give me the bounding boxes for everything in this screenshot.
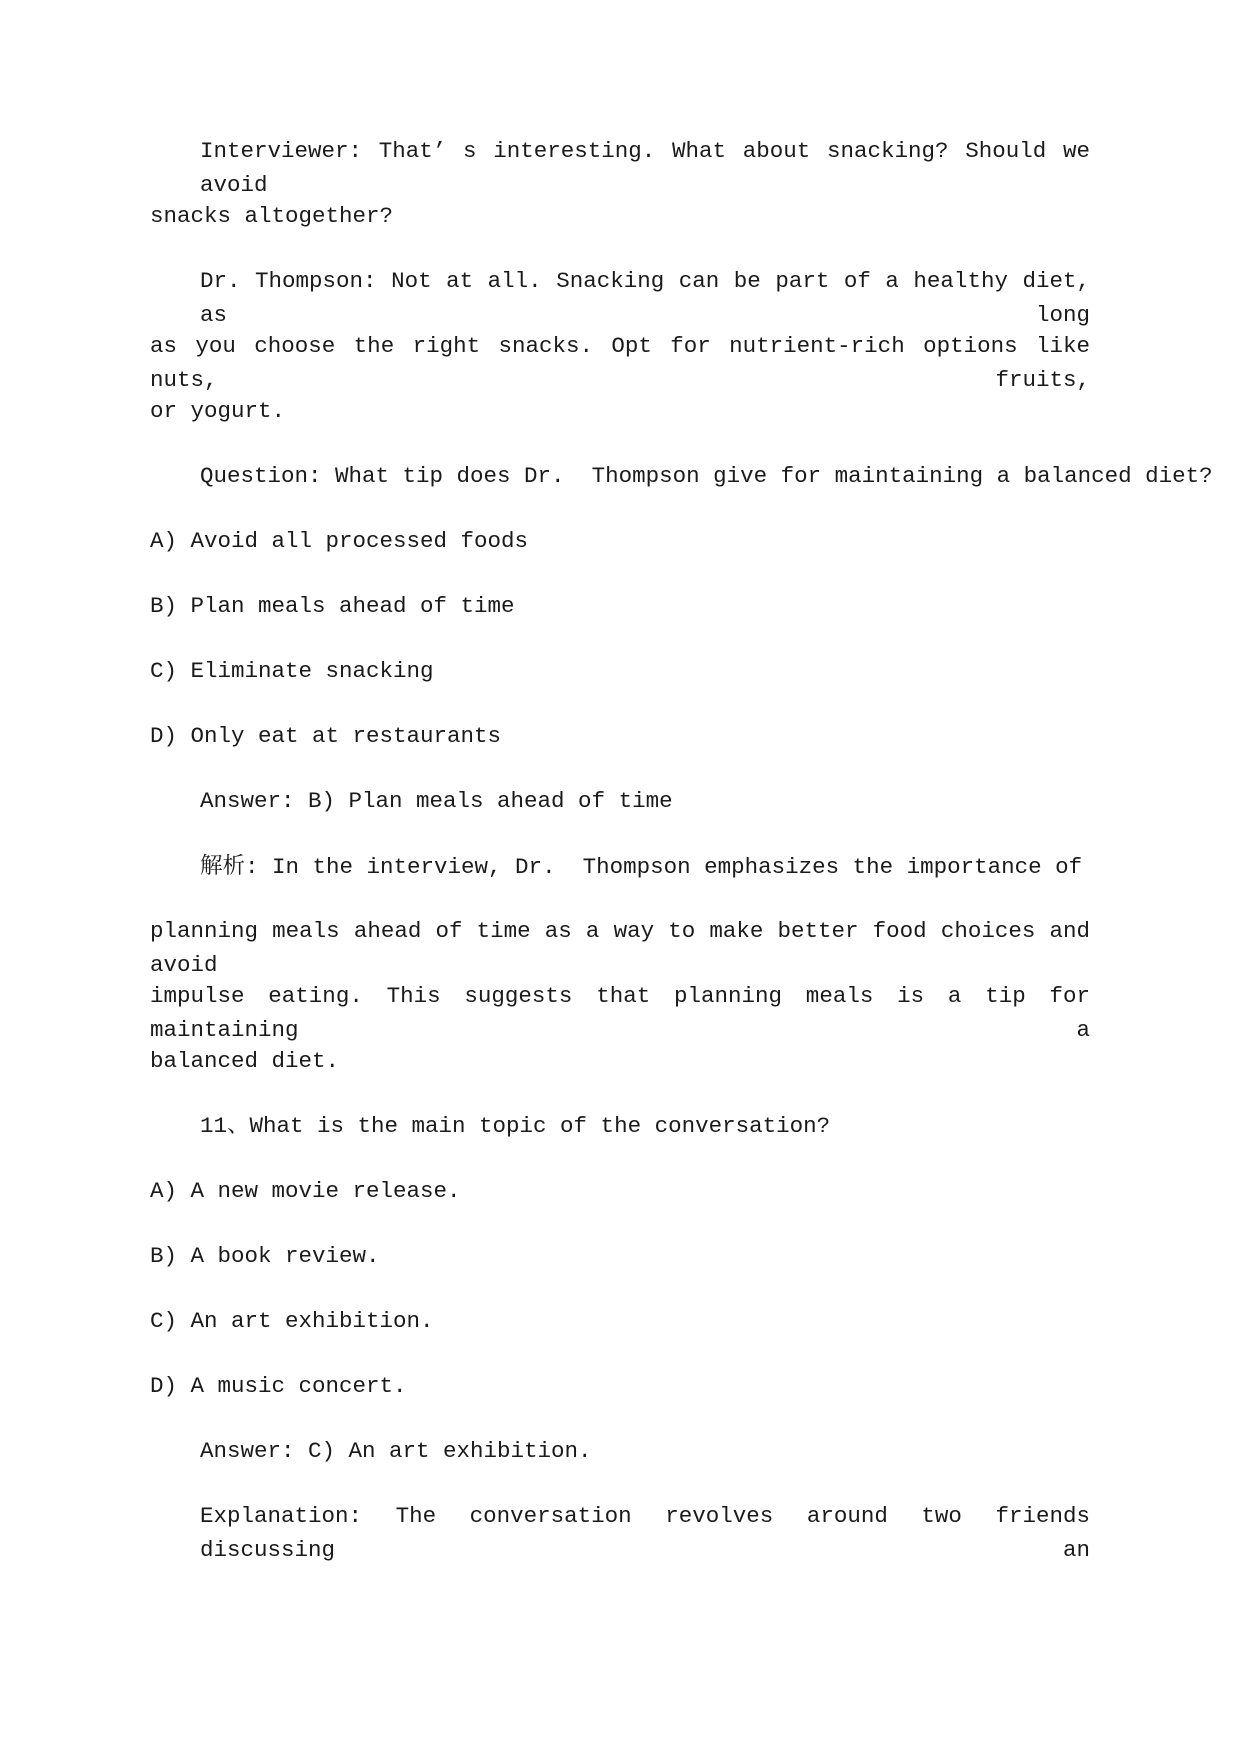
question-10-analysis [150, 849, 1090, 914]
question-10-option-c: C) Eliminate snacking [150, 658, 434, 684]
analysis-line-3: impulse eating. This suggests that planning meals is a tip for maintaining a [150, 983, 1090, 1043]
question-10-answer: Answer: B) Plan meals ahead of time [200, 788, 673, 814]
analysis-line-4: balanced diet. [150, 1048, 340, 1074]
question-11-option-a: A) A new movie release. [150, 1178, 461, 1204]
question-11-answer: Answer: C) An art exhibition. [200, 1438, 592, 1464]
question-11-option-b: B) A book review. [150, 1243, 380, 1269]
question-11-explanation: Explanation: The conversation revolves around two friends discussing an [200, 1503, 1090, 1563]
question-10-option-a: A) Avoid all processed foods [150, 528, 529, 554]
question-11-option-c: C) An art exhibition. [150, 1308, 434, 1334]
question-10-option-b: B) Plan meals ahead of time [150, 593, 515, 619]
analysis-text: : In the interview, Dr. Thompson emphasizes the importance of [245, 854, 1083, 880]
question-10-stem: Question: What tip does Dr. Thompson give for maintaining a balanced diet? [200, 463, 1213, 489]
question-11-stem: 11、What is the main topic of the conversation? [200, 1113, 831, 1139]
analysis-label: 解析 [200, 853, 246, 879]
question-11-option-d: D) A music concert. [150, 1373, 407, 1399]
document-page [150, 134, 1213, 1564]
thompson-line: Dr. Thompson: Not at all. Snacking can be part of a healthy diet, as long [200, 268, 1090, 328]
question-10-option-d: D) Only eat at restaurants [150, 723, 502, 749]
thompson-line-cont: as you choose the right snacks. Opt for nutrient-rich options like nuts, fruits, [150, 333, 1090, 393]
thompson-line-end: or yogurt. [150, 398, 286, 424]
analysis-line-2: planning meals ahead of time as a way to make better food choices and avoid [150, 918, 1090, 978]
interviewer-line: Interviewer: That’ s interesting. What about snacking? Should we avoid [200, 138, 1090, 198]
interviewer-line-cont: snacks altogether? [150, 203, 394, 229]
